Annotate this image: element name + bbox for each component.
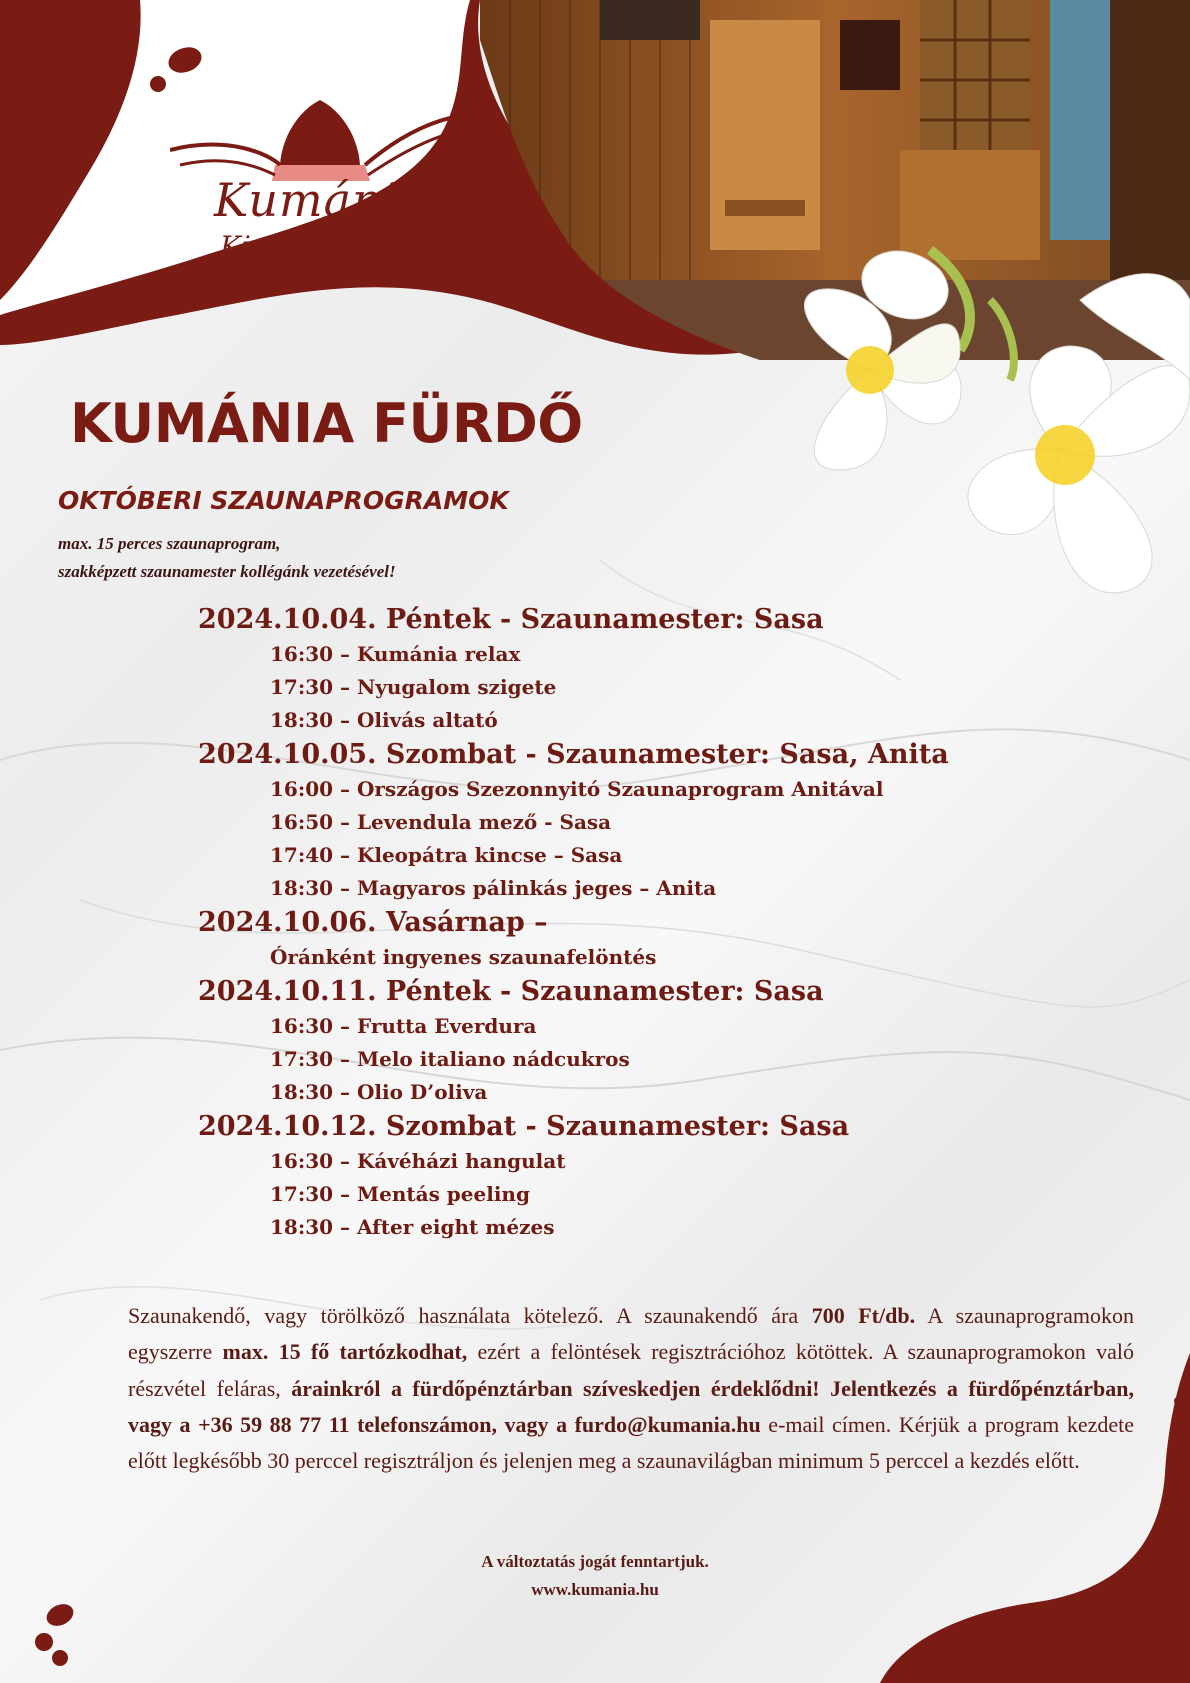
notice-contact: árainkról a fürdőpénztárban szíveskedjen érdeklődni! Jelentkezés a fürdőpénztárban, vagy a +36 59 88 77 11 telefonszámon, vagy a furdo@kumania.hu [128,1375,1134,1437]
schedule-event: 16:30 – Kumánia relax [270,642,521,666]
intro-line-2: szakképzett szaunamester kollégánk vezetésével! [58,562,396,581]
schedule-event: 18:30 – After eight mézes [270,1215,555,1239]
logo-name: Kumánia [214,173,427,227]
intro-text [58,530,396,586]
schedule-event: 18:30 – Olivás altató [270,708,498,732]
schedule-event: Óránként ingyenes szaunafelöntés [270,945,657,969]
logo [170,95,480,285]
notice-price: 700 Ft/db. [811,1303,916,1328]
logo-hut-icon [170,95,480,185]
schedule-day: 2024.10.05. Szombat - Szaunamester: Sasa, Anita [198,739,949,770]
schedule-day: 2024.10.06. Vasárnap – [198,907,548,938]
schedule-event: 17:30 – Mentás peeling [270,1182,530,1206]
schedule-day: 2024.10.04. Péntek - Szaunamester: Sasa [198,604,824,635]
notice-capacity: max. 15 fő tartózkodhat, [222,1339,468,1365]
schedule-event: 16:30 – Kávéházi hangulat [270,1149,566,1173]
schedule-event: 16:50 – Levendula mező - Sasa [270,810,612,834]
corner-blob-bottom-right [860,1353,1190,1683]
schedule-event: 18:30 – Olio D’oliva [270,1080,488,1104]
schedule-event: 17:30 – Melo italiano nádcukros [270,1047,630,1071]
schedule-event: 17:30 – Nyugalom szigete [270,675,557,699]
page-subtitle: OKTÓBERI SZAUNAPROGRAMOK [58,486,509,515]
notice-text: A szaunaprogramokon egyszerre [128,1303,1134,1365]
schedule [198,602,1058,1244]
footer-disclaimer: A változtatás jogát fenntartjuk. [481,1552,709,1571]
notice-text: ezért a felöntések regisztrációhoz kötöttek. A szaunaprogramokon való részvétel feláras, [128,1339,1134,1401]
intro-line-1: max. 15 perces szaunaprogram, [58,534,281,553]
page-title: KUMÁNIA FÜRDŐ [70,392,583,455]
logo-town: Kisújszállás [220,230,398,263]
flower-icon [780,240,1190,640]
schedule-event: 16:00 – Országos Szezonnyitó Szaunaprogram Anitával [270,777,884,801]
footer-website-link[interactable]: www.kumania.hu [531,1580,659,1599]
schedule-day: 2024.10.11. Péntek - Szaunamester: Sasa [198,976,824,1007]
schedule-event: 18:30 – Magyaros pálinkás jeges – Anita [270,876,717,900]
notice-text: e-mail címen. Kérjük a program kezdete előtt legkésőbb 30 perccel regisztráljon és jelenjen meg a szaunavilágban minimum 5 perccel a kezdés előtt. [128,1411,1134,1474]
schedule-event: 17:40 – Kleopátra kincse – Sasa [270,843,623,867]
footprint-icon [30,1600,80,1670]
schedule-day: 2024.10.12. Szombat - Szaunamester: Sasa [198,1111,850,1142]
schedule-event: 16:30 – Frutta Everdura [270,1014,537,1038]
notice-text: Szaunakendő, vagy törölköző használata kötelező. A szaunakendő ára [128,1303,812,1328]
